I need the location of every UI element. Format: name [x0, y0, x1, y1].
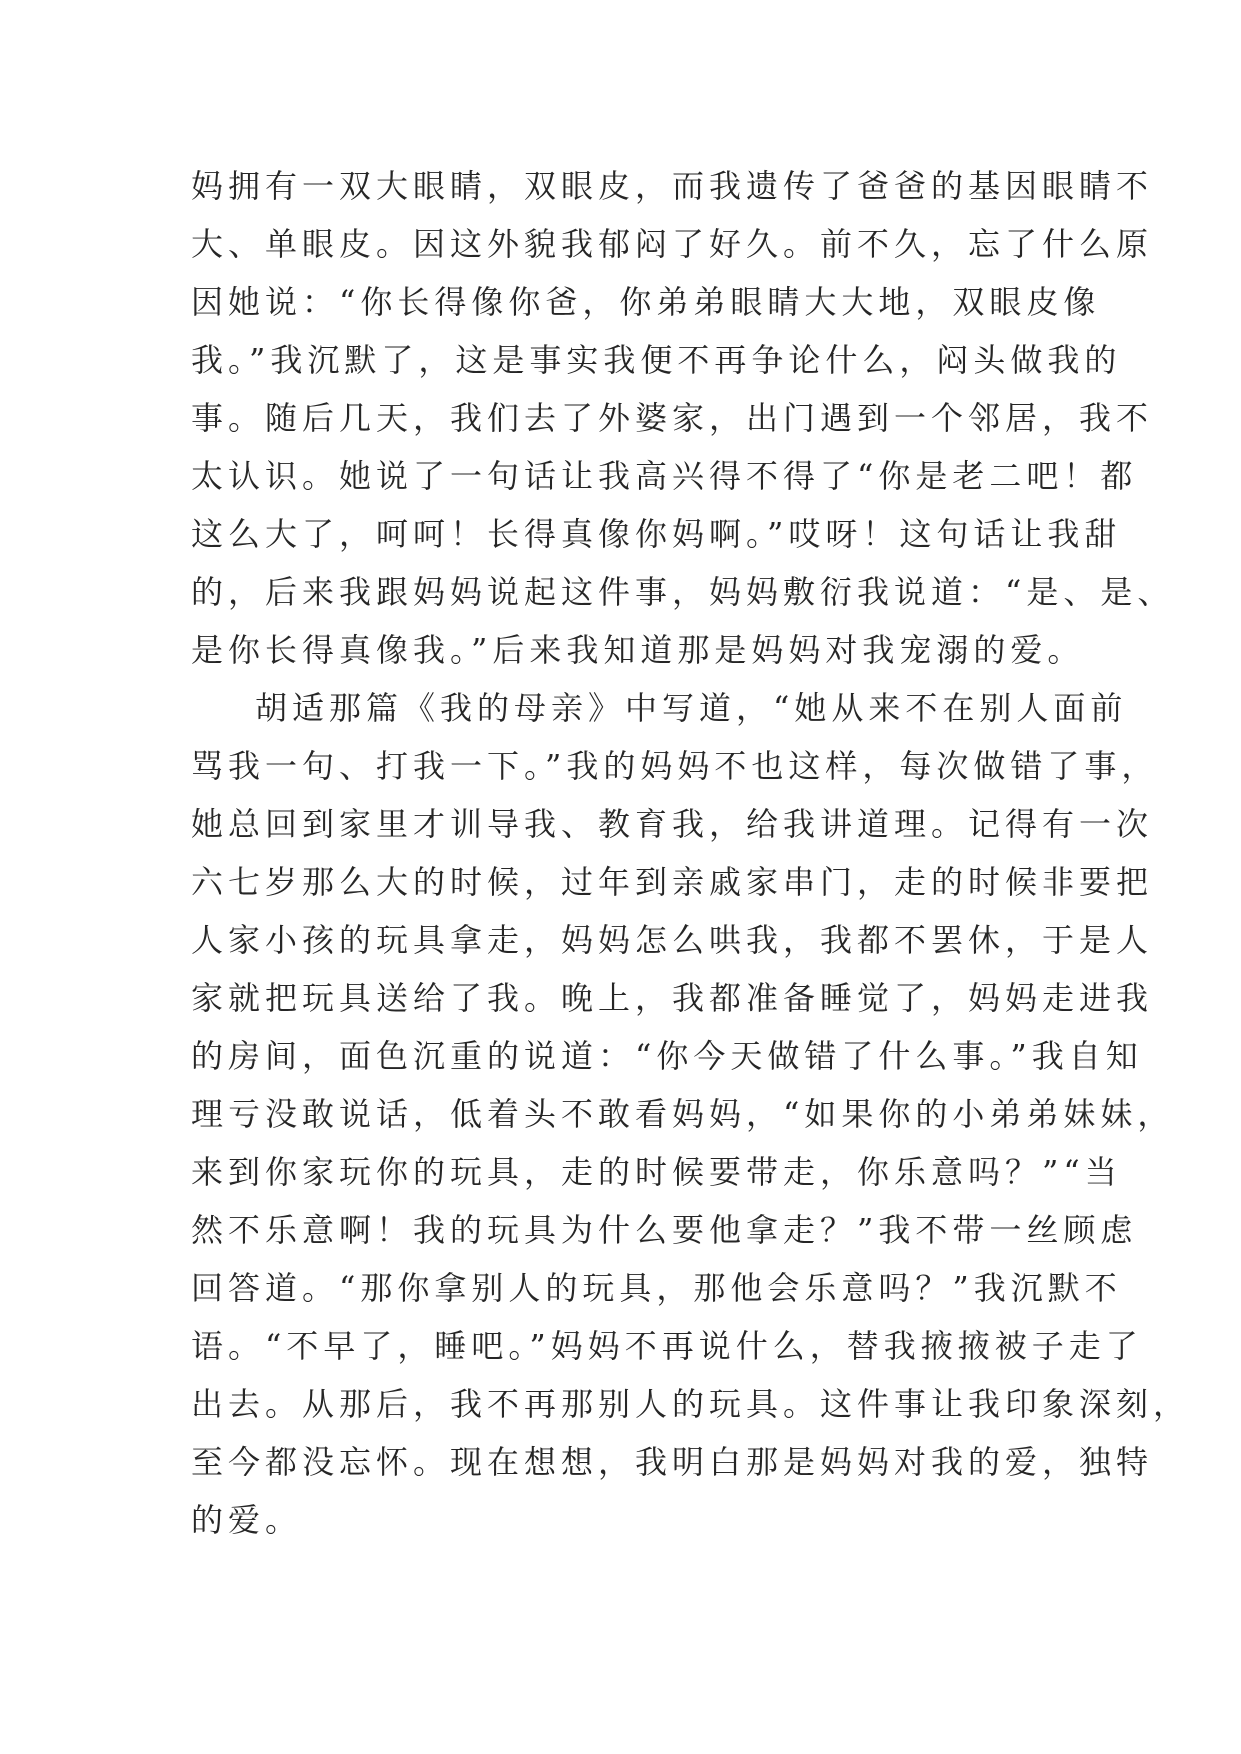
paragraph-line: 六七岁那么大的时候，过年到亲戚家串门，走的时候非要把 [191, 863, 1154, 901]
paragraph-line: 的爱。 [191, 1501, 303, 1539]
paragraph-line: 胡适那篇《我的母亲》中写道，“她从来不在别人面前 [255, 689, 1128, 727]
paragraph-line: 这么大了，呵呵！长得真像你妈啊。”哎呀！这句话让我甜 [191, 515, 1122, 553]
paragraph-line: 出去。从那后，我不再那别人的玩具。这件事让我印象深刻， [191, 1385, 1191, 1423]
paragraph-line: 骂我一句、打我一下。”我的妈妈不也这样，每次做错了事， [191, 747, 1159, 785]
paragraph-line: 是你长得真像我。”后来我知道那是妈妈对我宠溺的爱。 [191, 631, 1085, 669]
paragraph-line: 回答道。“那你拿别人的玩具，那他会乐意吗？”我沉默不 [191, 1269, 1122, 1307]
paragraph-line: 大、单眼皮。因这外貌我郁闷了好久。前不久，忘了什么原 [191, 225, 1154, 263]
paragraph-line: 因她说：“你长得像你爸，你弟弟眼睛大大地，双眼皮像 [191, 283, 1101, 321]
paragraph-line: 妈拥有一双大眼睛，双眼皮，而我遗传了爸爸的基因眼睛不 [191, 167, 1154, 205]
paragraph-2 [191, 679, 1191, 1549]
paragraph-line: 来到你家玩你的玩具，走的时候要带走，你乐意吗？”“当 [191, 1153, 1122, 1191]
paragraph-line: 语。“不早了，睡吧。”妈妈不再说什么，替我掖掖被子走了 [191, 1327, 1143, 1365]
paragraph-line: 理亏没敢说话，低着头不敢看妈妈，“如果你的小弟弟妹妹， [191, 1095, 1175, 1133]
paragraph-line: 家就把玩具送给了我。晚上，我都准备睡觉了，妈妈走进我 [191, 979, 1154, 1017]
paragraph-line: 太认识。她说了一句话让我高兴得不得了“你是老二吧！都 [191, 457, 1138, 495]
paragraph-line: 然不乐意啊！我的玩具为什么要他拿走？”我不带一丝顾虑 [191, 1211, 1138, 1249]
paragraph-line: 至今都没忘怀。现在想想，我明白那是妈妈对我的爱，独特 [191, 1443, 1154, 1481]
paragraph-line: 人家小孩的玩具拿走，妈妈怎么哄我，我都不罢休，于是人 [191, 921, 1154, 959]
paragraph-line: 的房间，面色沉重的说道：“你今天做错了什么事。”我自知 [191, 1037, 1143, 1075]
paragraph-line: 她总回到家里才训导我、教育我，给我讲道理。记得有一次 [191, 805, 1154, 843]
paragraph-line: 事。随后几天，我们去了外婆家，出门遇到一个邻居，我不 [191, 399, 1154, 437]
document-body [191, 157, 1191, 1549]
paragraph-1 [191, 157, 1175, 679]
paragraph-line: 的，后来我跟妈妈说起这件事，妈妈敷衍我说道：“是、是、 [191, 573, 1175, 611]
paragraph-line: 我。”我沉默了，这是事实我便不再争论什么，闷头做我的 [191, 341, 1122, 379]
